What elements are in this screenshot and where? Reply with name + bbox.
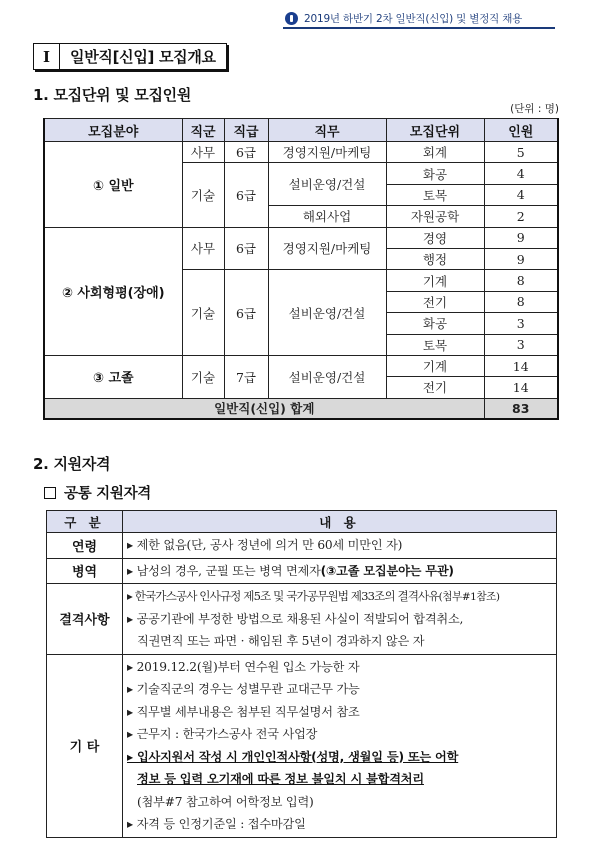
section-number: Ⅰ [34, 44, 60, 69]
unit-cell: 토목 [386, 184, 484, 205]
count-cell: 9 [484, 227, 558, 248]
duty-cell: 설비운영/건설 [268, 355, 386, 398]
table-row [47, 558, 557, 584]
etc-line6: 정보 등 입력 오기재에 따른 정보 불일치 시 불합격처리 [137, 772, 424, 786]
unit-cell: 토목 [386, 334, 484, 355]
table-row [47, 584, 557, 655]
header-content: 내 용 [123, 511, 557, 533]
unit-cell: 회계 [386, 142, 484, 163]
unit-note: (단위 : 명) [510, 103, 559, 115]
disqualification-content [123, 584, 557, 655]
count-cell: 14 [484, 377, 558, 398]
count-cell: 3 [484, 334, 558, 355]
count-cell: 3 [484, 313, 558, 334]
etc-line4: ▸ 근무지 : 한국가스공사 전국 사업장 [127, 727, 318, 741]
disq-line1: ▸ 한국가스공사 인사규정 제5조 및 국가공무원법 제33조의 결격사유 [127, 589, 439, 603]
unit-cell: 화공 [386, 163, 484, 184]
etc-label: 기 타 [47, 654, 123, 837]
table-row [47, 533, 557, 559]
disq-line1-note: (첨부#1참조) [438, 591, 500, 603]
checkbox-square-icon [44, 487, 56, 499]
category-social-equity: ② 사회형평(장애) [44, 227, 182, 355]
duty-cell: 경영지원/마케팅 [268, 227, 386, 270]
unit-cell: 자원공학 [386, 206, 484, 227]
header-unit: 모집단위 [386, 119, 484, 142]
table-row [47, 654, 557, 837]
duty-cell: 설비운영/건설 [268, 270, 386, 356]
disq-line2: ▸ 공공기관에 부정한 방법으로 채용된 사실이 적발되어 합격취소, [127, 611, 464, 626]
duty-cell: 경영지원/마케팅 [268, 142, 386, 163]
header-count: 인원 [484, 119, 558, 142]
part2-subtitle [44, 482, 151, 503]
category-high-school: ③ 고졸 [44, 355, 182, 398]
header-grade: 직급 [224, 119, 268, 142]
table-row [44, 355, 558, 376]
section-title-box [33, 43, 227, 70]
military-label: 병역 [47, 558, 123, 584]
etc-line7: (첨부#7 참고하여 어학정보 입력) [137, 794, 314, 809]
grade-cell: 6급 [224, 227, 268, 270]
etc-line2: ▸ 기술직군의 경우는 성별무관 교대근무 가능 [127, 682, 360, 696]
qualification-table [46, 510, 557, 838]
part2-subtitle-text: 공통 지원자격 [64, 486, 151, 502]
military-bold-note: (③고졸 모집분야는 무관) [320, 563, 454, 578]
total-row [44, 398, 558, 419]
count-cell: 8 [484, 291, 558, 312]
grade-cell: 6급 [224, 163, 268, 227]
table-row [44, 227, 558, 248]
table-header-row [47, 511, 557, 533]
etc-line8: ▸ 자격 등 인정기준일 : 접수마감일 [127, 817, 306, 831]
table-row [44, 142, 558, 163]
age-content [123, 533, 557, 559]
etc-content [123, 654, 557, 837]
duty-cell: 설비운영/건설 [268, 163, 386, 206]
duty-cell: 해외사업 [268, 206, 386, 227]
etc-line3: ▸ 직무별 세부내용은 첨부된 직무설명서 참조 [127, 704, 360, 719]
count-cell: 4 [484, 184, 558, 205]
recruitment-table [43, 118, 559, 420]
part2-title: 2. 지원자격 [33, 455, 111, 473]
header-group: 직군 [182, 119, 224, 142]
count-cell: 9 [484, 248, 558, 269]
header-field: 모집분야 [44, 119, 182, 142]
military-content [123, 558, 557, 584]
count-cell: 8 [484, 270, 558, 291]
age-text: ▸ 제한 없음(단, 공사 정년에 의거 만 60세 미만인 자) [127, 538, 403, 552]
military-text: ▸ 남성의 경우, 군필 또는 병역 면제자 [127, 563, 321, 578]
part1-title: 1. 모집단위 및 모집인원 [33, 86, 192, 104]
group-cell: 기술 [182, 270, 224, 356]
group-cell: 기술 [182, 163, 224, 227]
unit-cell: 기계 [386, 270, 484, 291]
unit-cell: 경영 [386, 227, 484, 248]
age-label: 연령 [47, 533, 123, 559]
group-cell: 사무 [182, 227, 224, 270]
table-header-row [44, 119, 558, 142]
header-category: 구 분 [47, 511, 123, 533]
section-title: 일반직[신입] 모집개요 [70, 48, 216, 66]
grade-cell: 6급 [224, 270, 268, 356]
unit-cell: 전기 [386, 291, 484, 312]
unit-cell: 전기 [386, 377, 484, 398]
info-icon [285, 12, 298, 25]
unit-cell: 행정 [386, 248, 484, 269]
group-cell: 사무 [182, 142, 224, 163]
document-header-tag [283, 9, 555, 29]
category-general: ① 일반 [44, 142, 182, 228]
total-label: 일반직(신입) 합계 [44, 398, 484, 419]
count-cell: 14 [484, 355, 558, 376]
etc-line5: ▸ 입사지원서 작성 시 개인인적사항(성명, 생월일 등) 또는 어학 [127, 749, 459, 764]
count-cell: 2 [484, 206, 558, 227]
unit-cell: 화공 [386, 313, 484, 334]
total-value: 83 [484, 398, 558, 419]
count-cell: 5 [484, 142, 558, 163]
group-cell: 기술 [182, 355, 224, 398]
unit-cell: 기계 [386, 355, 484, 376]
grade-cell: 6급 [224, 142, 268, 163]
grade-cell: 7급 [224, 355, 268, 398]
disq-line3: 직권면직 또는 파면 · 해임된 후 5년이 경과하지 않은 자 [137, 634, 425, 648]
header-duty: 직무 [268, 119, 386, 142]
disqualification-label: 결격사항 [47, 584, 123, 655]
count-cell: 4 [484, 163, 558, 184]
header-tag-text: 2019년 하반기 2차 일반직(신입) 및 별정직 채용 [304, 12, 523, 25]
etc-line1: ▸ 2019.12.2(월)부터 연수원 입소 가능한 자 [127, 659, 360, 674]
